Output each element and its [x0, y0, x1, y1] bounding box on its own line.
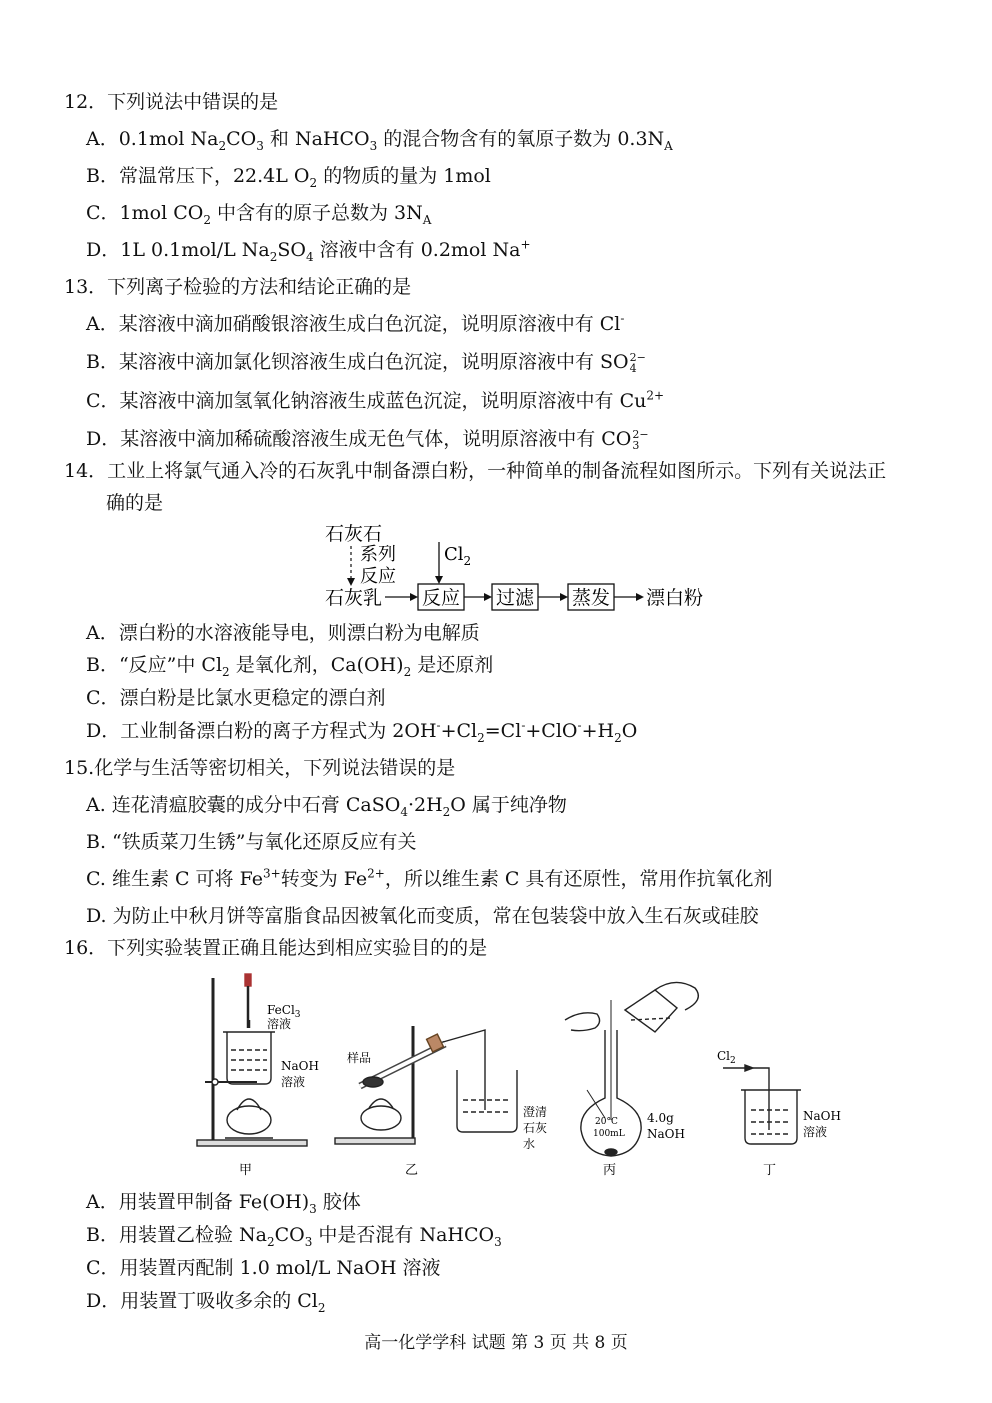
label-naoh-jia-solution: 溶液 — [281, 1075, 306, 1089]
label-naoh-bing: NaOH — [647, 1127, 685, 1141]
label-jia: 甲 — [239, 1163, 253, 1178]
flow-arrow-head — [347, 578, 355, 586]
label-bing: 丙 — [603, 1163, 617, 1178]
flow-box-evaporate-label: 蒸发 — [572, 587, 611, 609]
apparatus-yi — [335, 1026, 517, 1144]
label-ding: 丁 — [763, 1163, 777, 1178]
q13-option-c: C．某溶液中滴加氢氧化钠溶液生成蓝色沉淀，说明原溶液中有 $Cu^{2+}$ — [86, 388, 665, 412]
flow-limestone: 石灰石 — [325, 523, 383, 545]
label-naoh-ding: NaOH — [803, 1109, 841, 1123]
q13-option-b: B．某溶液中滴加氯化钡溶液生成白色沉淀，说明原溶液中有 SO 2− 4 — [86, 351, 646, 375]
q15-option-a: A. 连花清瘟胶囊的成分中石膏 $CaSO_4\cdot 2H_2O$ 属于纯净物 — [86, 794, 567, 819]
label-limewater-3: 水 — [523, 1137, 536, 1151]
flow-cl2-arrow — [435, 576, 443, 584]
q14-option-b: B．“反应”中 $Cl_2$ 是氧化剂，$Ca(OH)_2$ 是还原剂 — [86, 654, 494, 679]
bleaching-powder-flowchart — [320, 520, 720, 615]
q12-option-c: C．1mol $CO_2$ 中含有的原子总数为 $3N_A$ — [86, 202, 432, 227]
q15-stem: 15.化学与生活等密切相关，下列说法错误的是 — [64, 757, 456, 779]
label-mass: 4.0g — [647, 1111, 674, 1125]
flow-arrow-3 — [560, 593, 568, 601]
flow-lime-milk: 石灰乳 — [325, 587, 383, 609]
q14-stem-line2: 确的是 — [106, 492, 164, 514]
q16-option-a: A．用装置甲制备 $Fe(OH)_3$ 胶体 — [86, 1191, 361, 1216]
label-yi: 乙 — [405, 1163, 419, 1178]
q16-option-c: C．用装置丙配制 1.0 mol/L NaOH 溶液 — [86, 1257, 441, 1279]
q12-option-d: D．1L 0.1mol/L $Na_2SO_4$ 溶液中含有 0.2mol Na+ — [86, 237, 531, 264]
experiment-apparatus-figure — [185, 970, 845, 1185]
label-cl2-ding: $Cl_2$ — [717, 1049, 736, 1066]
q12-option-b: B．常温常压下，22.4L $O_2$ 的物质的量为 1mol — [86, 165, 491, 190]
q14-option-c: C．漂白粉是比氯水更稳定的漂白剂 — [86, 687, 386, 709]
label-volume: 100mL — [593, 1129, 625, 1139]
flow-box-filter-label: 过滤 — [496, 587, 535, 609]
page-footer: 高一化学学科 试题 第 3 页 共 8 页 — [364, 1333, 628, 1353]
apparatus-ding — [723, 1065, 801, 1144]
label-fecl3-solution: 溶液 — [267, 1017, 292, 1031]
flow-bleaching-powder: 漂白粉 — [646, 587, 704, 609]
q16-stem: 16．下列实验装置正确且能达到相应实验目的的是 — [64, 937, 488, 959]
flow-side-label-1: 系列 — [360, 544, 396, 565]
q15-option-d: D. 为防止中秋月饼等富脂食品因被氧化而变质，常在包装袋中放入生石灰或硅胶 — [86, 905, 759, 927]
label-naoh-jia: NaOH — [281, 1059, 319, 1073]
q14-option-a: A．漂白粉的水溶液能导电，则漂白粉为电解质 — [86, 622, 480, 644]
label-fecl3: FeCl$_3$ — [267, 1003, 301, 1020]
flow-arrow-1 — [410, 593, 418, 601]
label-limewater-2: 石灰 — [523, 1121, 548, 1135]
label-naoh-ding-solution: 溶液 — [803, 1125, 828, 1139]
flow-arrow-2 — [484, 593, 492, 601]
flow-arrow-4 — [636, 593, 644, 601]
q14-stem-line1: 14．工业上将氯气通入冷的石灰乳中制备漂白粉，一种简单的制备流程如图所示。下列有关说法正 — [64, 460, 887, 482]
flow-cl2-label: $Cl_2$ — [444, 544, 472, 568]
q16-option-b: B．用装置乙检验 $Na_2CO_3$ 中是否混有 NaHCO$_3$ — [86, 1224, 502, 1249]
flow-side-label-2: 反应 — [360, 566, 396, 587]
label-limewater-1: 澄清 — [523, 1105, 548, 1119]
q13-stem: 13．下列离子检验的方法和结论正确的是 — [64, 276, 412, 298]
q12-stem: 12．下列说法中错误的是 — [64, 91, 279, 113]
q13-option-d: D．某溶液中滴加稀硫酸溶液生成无色气体，说明原溶液中有 CO 2− 3 — [86, 428, 649, 452]
q16-option-d: D．用装置丁吸收多余的 $Cl_2$ — [86, 1290, 326, 1315]
flow-box-reaction-label: 反应 — [422, 587, 461, 609]
label-temperature: 20°C — [595, 1117, 618, 1127]
q12-option-a: A．0.1mol $Na_2CO_3$ 和 NaHCO$_3$ 的混合物含有的氧原子数为 $0.3N_A$ — [86, 128, 673, 153]
label-sample: 样品 — [347, 1051, 372, 1065]
q15-option-b: B. “铁质菜刀生锈”与氧化还原反应有关 — [86, 831, 417, 853]
q15-option-c: C. 维生素 C 可将 $Fe^{3+}$转变为 $Fe^{2+}$，所以维生素 C 具有还原性，常用作抗氧化剂 — [86, 866, 773, 890]
q13-option-a: A．某溶液中滴加硝酸银溶液生成白色沉淀，说明原溶液中有 Cl- — [86, 311, 625, 335]
q14-option-d: D．工业制备漂白粉的离子方程式为 $2OH^-+Cl_2=Cl^-+ClO^-+H_2O$ — [86, 718, 638, 745]
